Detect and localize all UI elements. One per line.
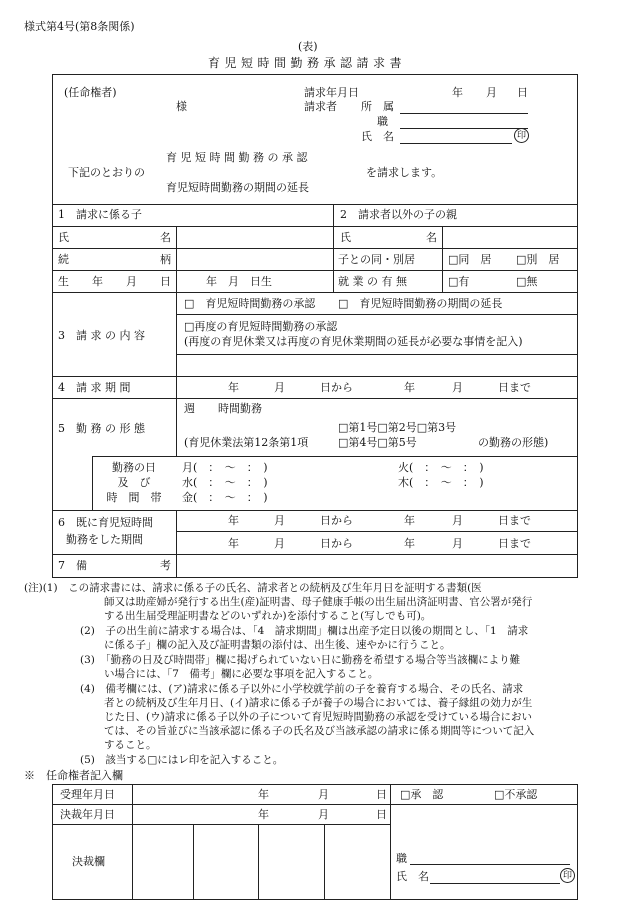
- affiliation-label: 所 属: [361, 100, 394, 113]
- period-from-year: 年: [228, 381, 239, 394]
- decided-year: 年: [258, 808, 269, 821]
- col-divider: [176, 510, 177, 578]
- side-label: (表): [298, 40, 318, 53]
- past-2-to-year: 年: [404, 537, 415, 550]
- note-line: (注)(1) この請求書には、請求に係る子の氏名、請求者との続柄及び生年月日を証明する書類(医: [24, 582, 482, 594]
- row-divider: [52, 204, 578, 205]
- appointer-position-field[interactable]: [410, 864, 570, 865]
- request-year: 年: [452, 86, 463, 99]
- kessai-label: 決裁欄: [72, 855, 105, 868]
- employment-label: 就 業 の 有 無: [338, 275, 407, 288]
- past-1-to-year: 年: [404, 514, 415, 527]
- col-divider: [390, 784, 391, 900]
- past-2-from-month: 月: [274, 537, 285, 550]
- note-line: 者との続柄及び生年月日、(イ)請求に係る子が養子の場合においては、養子縁組の効力が生: [104, 697, 533, 709]
- parent-name-label-l: 氏: [340, 231, 351, 244]
- note-line: (3) 「勤務の日及び時間帯」欄に掲げられていない日に勤務を希望する場合等当該欄により難: [80, 654, 521, 666]
- row-divider: [52, 248, 578, 249]
- schedule-fri[interactable]: 金( ： 〜 ： ): [182, 491, 268, 504]
- request-type-extension: 育児短時間勤務の期間の延長: [166, 181, 309, 194]
- schedule-wed[interactable]: 水( ： 〜 ： ): [182, 476, 268, 489]
- col-divider: [324, 824, 325, 900]
- period-to-year: 年: [404, 381, 415, 394]
- request-type-approval: 育 児 短 時 間 勤 務 の 承 認: [166, 151, 308, 164]
- row-divider: [52, 226, 578, 227]
- col-divider: [333, 204, 334, 292]
- row-divider: [52, 376, 578, 377]
- form-type-row1[interactable]: □第1号□第2号□第3号: [338, 421, 457, 434]
- request-day: 日: [517, 86, 528, 99]
- appointer-name-field[interactable]: [430, 883, 560, 884]
- col-divider: [193, 824, 194, 900]
- col-divider: [176, 292, 177, 456]
- note-line: ては、その旨並びに当該承認に係る子の氏名及び当該承認の請求に係る期間等について記入: [104, 725, 535, 737]
- row-divider: [176, 531, 578, 532]
- past-1-to-day: 日まで: [498, 514, 531, 527]
- decided-month: 月: [318, 808, 329, 821]
- sec7-label-r: 考: [160, 559, 171, 572]
- period-to-month: 月: [452, 381, 463, 394]
- row-divider: [52, 510, 578, 511]
- past-1-from-day: 日から: [320, 514, 353, 527]
- dob-value[interactable]: 年 月 日生: [206, 275, 272, 288]
- note-line: に係る子」欄の記入及び証明書類の添付は、出生後、速やかに行うこと。: [104, 639, 451, 651]
- appointer-seal-mark: 印: [560, 868, 575, 883]
- received-month: 月: [318, 788, 329, 801]
- row-divider: [52, 554, 578, 555]
- schedule-tue[interactable]: 火( ： 〜 ： ): [398, 461, 484, 474]
- row-divider: [52, 824, 390, 825]
- name-label: 氏 名: [361, 130, 394, 143]
- note-line: すること。: [104, 739, 157, 751]
- past-1-from-year: 年: [228, 514, 239, 527]
- period-to-day: 日まで: [498, 381, 531, 394]
- period-from-month: 月: [274, 381, 285, 394]
- sec2-title: 2 請求者以外の子の親: [340, 208, 457, 221]
- request-month: 月: [486, 86, 497, 99]
- note-line: 師又は助産婦が発行する出生(産)証明書、母子健康手帳の出生届出済証明書、官公署が発行: [104, 596, 533, 608]
- note-line: い場合には、「7 備考」欄に必要な事項を記入すること。: [104, 668, 379, 680]
- request-lead-text: 下記のとおりの: [68, 166, 145, 179]
- dob-label-1: 生: [58, 275, 69, 288]
- note-line: (5) 該当する□にはレ印を記入すること。: [80, 754, 284, 766]
- decided-date-label: 決裁年月日: [60, 808, 115, 821]
- appointer-label: (任命権者): [64, 86, 117, 99]
- position-label: 職: [377, 115, 388, 128]
- reject-checkbox[interactable]: □不承認: [494, 788, 538, 801]
- sec3-label: 3 請 求 の 内 容: [58, 329, 145, 342]
- schedule-thu[interactable]: 木( ： 〜 ： ): [398, 476, 484, 489]
- seal-mark: 印: [514, 128, 529, 143]
- period-from-day: 日から: [320, 381, 353, 394]
- past-2-from-day: 日から: [320, 537, 353, 550]
- employment-yes-checkbox[interactable]: □有: [448, 275, 470, 288]
- sec6-label-1: 6 既に育児短時間: [58, 516, 153, 529]
- relation-label-r: 柄: [160, 253, 171, 266]
- row-divider: [52, 292, 578, 293]
- appointer-section-title: ※ 任命権者記入欄: [24, 769, 123, 782]
- dob-label-3: 月: [126, 275, 137, 288]
- form-type-suffix: の勤務の形態): [478, 436, 549, 449]
- appointer-name-label: 氏 名: [396, 870, 429, 883]
- past-2-from-year: 年: [228, 537, 239, 550]
- sec1-title: 1 請求に係る子: [58, 208, 142, 221]
- relation-label-l: 続: [58, 253, 69, 266]
- law-reference: (育児休業法第12条第1項: [184, 436, 309, 449]
- cohabit-label: 子との同・別居: [338, 253, 415, 266]
- row-divider: [92, 456, 578, 457]
- child-name-label-r: 名: [160, 231, 171, 244]
- sec7-label-l: 7 備: [58, 559, 87, 572]
- dob-label-2: 年: [92, 275, 103, 288]
- col-divider: [176, 226, 177, 292]
- employment-no-checkbox[interactable]: □無: [516, 275, 538, 288]
- name-field[interactable]: [400, 143, 512, 144]
- received-year: 年: [258, 788, 269, 801]
- appointer-position-label: 職: [396, 852, 407, 865]
- form-type-row2[interactable]: □第4号□第5号: [338, 436, 417, 449]
- approve-checkbox[interactable]: □承 認: [400, 788, 444, 801]
- row-divider: [176, 314, 578, 315]
- past-1-from-month: 月: [274, 514, 285, 527]
- page-title: 育児短時間勤務承認請求書: [208, 56, 407, 70]
- note-line: (4) 備考欄には、(ア)請求に係る子以外に小学校就学前の子を養育する場合、その氏名、請求: [80, 683, 524, 695]
- note-line: じた日、(ウ)請求に係る子以外の子について育児短時間勤務の承認を受けている場合におい: [104, 711, 532, 723]
- sec4-label: 4 請 求 期 間: [58, 381, 131, 394]
- week-label: 週: [184, 402, 195, 415]
- dob-label-4: 日: [160, 275, 171, 288]
- note-line: (2) 子の出生前に請求する場合は、「4 請求期間」欄は出産予定日以後の期間とし、「1 請求: [80, 625, 529, 637]
- row-divider: [52, 804, 578, 805]
- received-date-label: 受理年月日: [60, 788, 115, 801]
- re-approval-checkbox[interactable]: □再度の育児短時間勤務の承認: [184, 320, 338, 333]
- row-divider: [52, 270, 578, 271]
- col-divider: [132, 784, 133, 900]
- hours-label: 時間勤務: [218, 402, 262, 415]
- approval-checkbox[interactable]: □ 育児短時間勤務の承認: [184, 297, 316, 310]
- col-divider: [442, 226, 443, 292]
- schedule-label-3: 時 間 帯: [106, 491, 162, 504]
- child-name-label-l: 氏: [58, 231, 69, 244]
- schedule-label-1: 勤務の日: [112, 461, 156, 474]
- decided-day: 日: [376, 808, 387, 821]
- request-date-label: 請求年月日: [304, 86, 359, 99]
- note-line: する出生届受理証明書などのいずれか)を添付すること(写しでも可)。: [104, 610, 432, 622]
- row-divider: [176, 354, 578, 355]
- sec5-label: 5 勤 務 の 形 態: [58, 422, 145, 435]
- col-divider: [258, 824, 259, 900]
- form-number: 様式第4号(第8条関係): [24, 20, 135, 33]
- affiliation-field[interactable]: [400, 113, 528, 114]
- parent-name-label-r: 名: [426, 231, 437, 244]
- sec6-label-2: 勤務をした期間: [66, 533, 143, 546]
- past-1-to-month: 月: [452, 514, 463, 527]
- requester-label: 請求者: [304, 100, 337, 113]
- received-day: 日: [376, 788, 387, 801]
- request-trail-text: を請求します。: [366, 166, 443, 179]
- cohabit-same-checkbox[interactable]: □同 居: [448, 253, 492, 266]
- row-divider: [52, 398, 578, 399]
- schedule-mon[interactable]: 月( ： 〜 ： ): [182, 461, 268, 474]
- cohabit-separate-checkbox[interactable]: □別 居: [516, 253, 560, 266]
- position-field[interactable]: [400, 128, 528, 129]
- past-2-to-month: 月: [452, 537, 463, 550]
- re-approval-note: (再度の育児休業又は再度の育児休業期間の延長が必要な事情を記入): [184, 335, 523, 348]
- schedule-label-2: 及 び: [117, 476, 151, 489]
- extension-checkbox[interactable]: □ 育児短時間勤務の期間の延長: [338, 297, 503, 310]
- sama-label: 様: [176, 100, 187, 113]
- past-2-to-day: 日まで: [498, 537, 531, 550]
